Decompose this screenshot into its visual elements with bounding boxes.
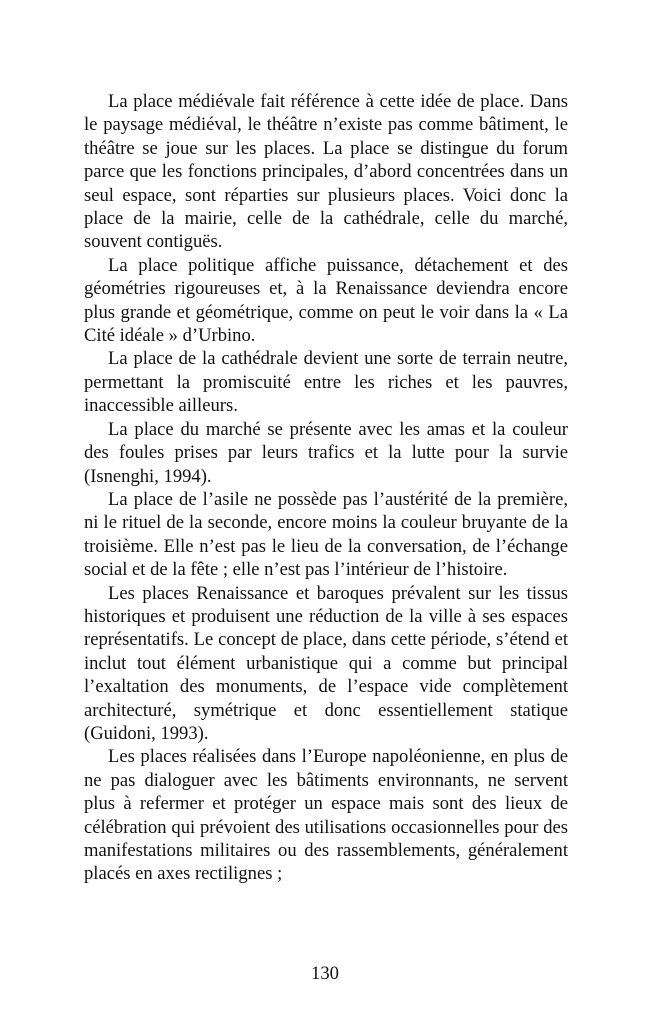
paragraph-medieval-place: La place médiévale fait référence à cette idée de place. Dans le paysage médiéval, le théâtre n’existe pas comme bâtiment, le théâtre se joue sur les places. La place se distingue du forum parce que les fonctions principales, d’abord concentrées dans un seul espace, sont réparties sur plusieurs places. Voici donc la place de la mairie, celle de la cathédrale, celle du marché, souvent contiguës.: [84, 91, 568, 253]
page-body: [84, 90, 568, 886]
paragraph-asylum-place: La place de l’asile ne possède pas l’austérité de la première, ni le rituel de la seconde, encore moins la couleur bruyante de la troisième. Elle n’est pas le lieu de la conversation, de l’échange social et de la fête ; elle n’est pas l’intérieur de l’histoire.: [84, 488, 568, 581]
page-number: 130: [311, 963, 339, 984]
paragraph-renaissance-places: Les places Renaissance et baroques prévalent sur les tissus historiques et produisent une réduction de la ville à ses espaces représentatifs. Le concept de place, dans cette période, s’étend et inclut tout élément urbanistique qui a comme but principal l’exaltation des monuments, de l’espace vide complètement architecturé, symétrique et donc essentiellement statique (Guidoni, 1993).: [84, 582, 568, 744]
paragraph-market-place: La place du marché se présente avec les amas et la couleur des foules prises par leurs trafics et la lutte pour la survie (Isnenghi, 1994).: [84, 418, 568, 487]
paragraph-napoleonic-places: Les places réalisées dans l’Europe napoléonienne, en plus de ne pas dialoguer avec les bâtiments environnants, ne servent plus à refermer et protéger un espace mais sont des lieux de célébration qui prévoient des utilisations occasionnelles pour des manifestations militaires ou des rassemblements, généralement placés en axes rectilignes ;: [84, 746, 568, 885]
paragraph-political-place: La place politique affiche puissance, détachement et des géométries rigoureuses et, à la Renaissance deviendra encore plus grande et géométrique, comme on peut le voir dans la « La Cité idéale » d’Urbino.: [84, 254, 568, 347]
paragraph-cathedral-place: La place de la cathédrale devient une sorte de terrain neutre, permettant la promiscuité entre les riches et les pauvres, inaccessible ailleurs.: [84, 348, 568, 417]
